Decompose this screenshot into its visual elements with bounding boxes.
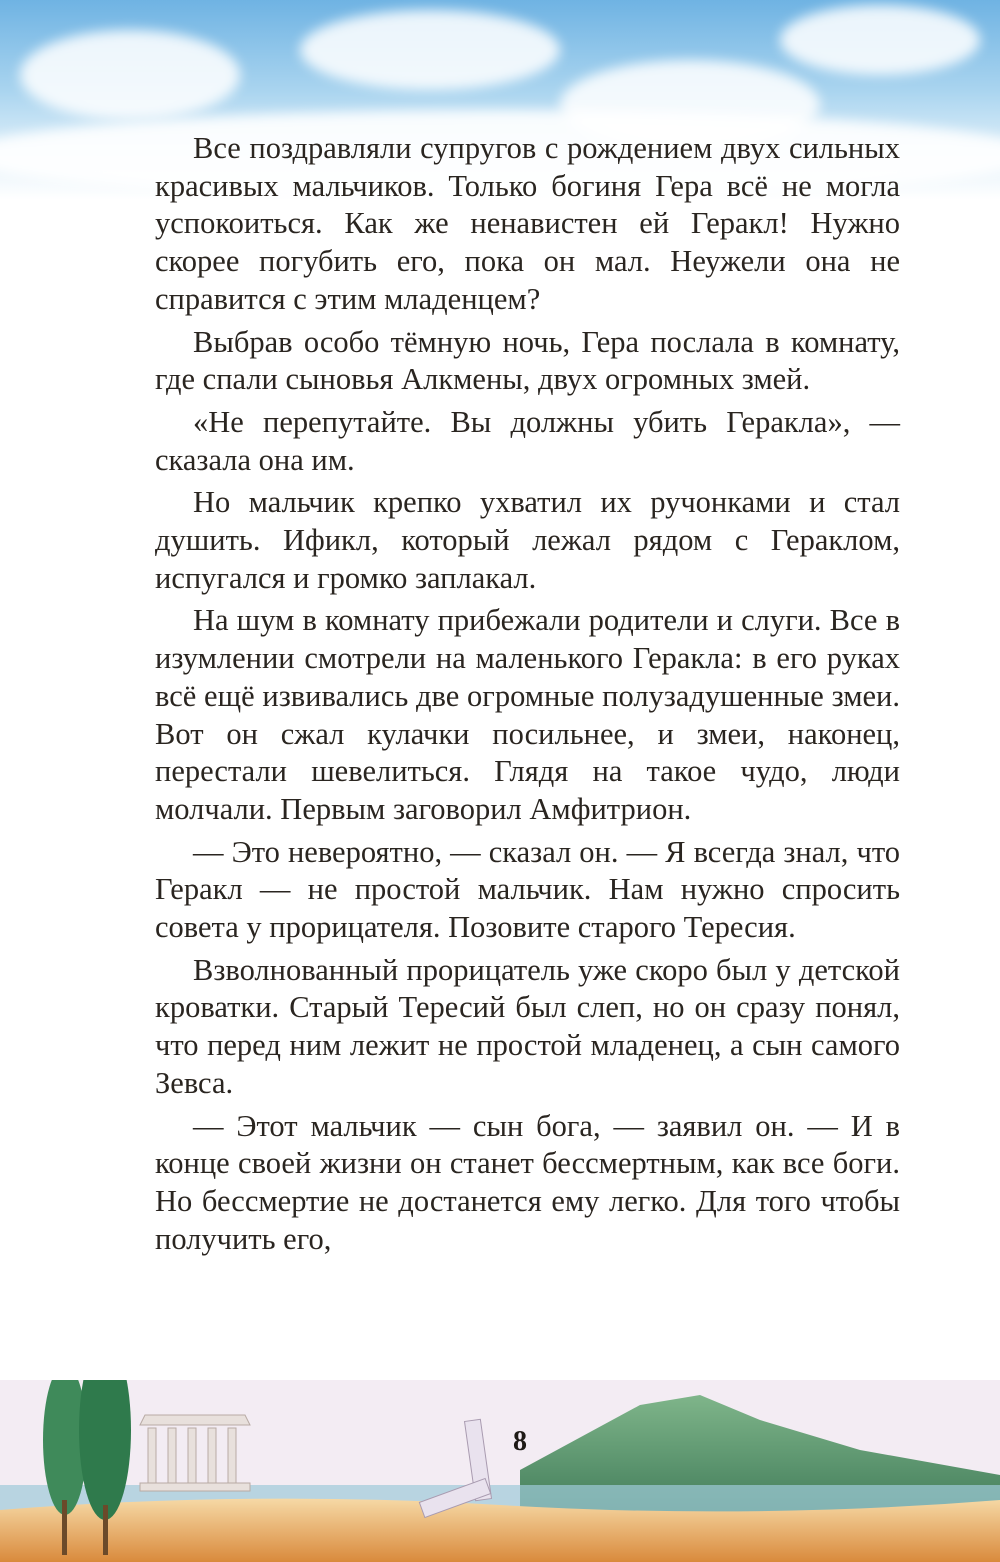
- cloud-decoration: [20, 30, 240, 120]
- paragraph: Все поздравляли супругов с рождением двух сильных красивых мальчиков. Только богиня Гера всё не могла успокоиться. Как же ненавистен ей Геракл! Нужно скорее погубить его, пока он мал. Неужели она не справится с этим младенцем?: [155, 131, 900, 316]
- story-text: [155, 130, 900, 1263]
- paragraph: — Это невероятно, — сказал он. — Я всегда знал, что Геракл — не простой мальчик. Нам нужно спросить совета у прорицателя. Позовите старого Тересия.: [155, 834, 900, 945]
- page-number: 8: [513, 1426, 527, 1457]
- paragraph: Выбрав особо тёмную ночь, Гера послала в комнату, где спали сыновья Алкмены, двух огромных змей.: [155, 324, 900, 397]
- paragraph: Но мальчик крепко ухватил их ручонками и стал душить. Ификл, который лежал рядом с Гераклом, испугался и громко заплакал.: [155, 485, 900, 595]
- cloud-decoration: [300, 10, 560, 90]
- landscape-illustration: [0, 1380, 1000, 1562]
- paragraph: Взволнованный прорицатель уже скоро был у детской кроватки. Старый Тересий был слеп, но он сразу понял, что перед ним лежит не простой младенец, а сын самого Зевса.: [155, 952, 900, 1100]
- paragraph: «Не перепутайте. Вы должны убить Геракла», — сказала она им.: [155, 404, 900, 477]
- cloud-decoration: [780, 5, 980, 75]
- paragraph: — Этот мальчик — сын бога, — заявил он. — И в конце своей жизни он станет бессмертным, как все боги. Но бессмертие не достанется ему легко. Для того чтобы получить его,: [155, 1108, 900, 1256]
- paragraph: На шум в комнату прибежали родители и слуги. Все в изумлении смотрели на маленького Геракла: в его руках всё ещё извивались две огромные полузадушенные змеи. Вот он сжал кулачки посильнее, и змеи, наконец, перестали шевелиться. Глядя на такое чудо, люди молчали. Первым заговорил Амфитрион.: [155, 603, 900, 826]
